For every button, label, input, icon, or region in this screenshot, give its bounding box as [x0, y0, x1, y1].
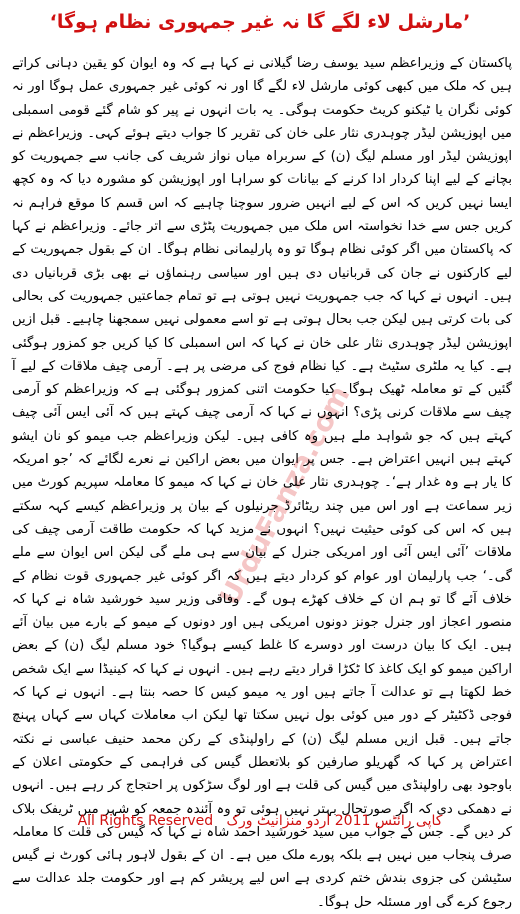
article-body: پاکستان کے وزیراعظم سید یوسف رضا گیلانی نے کہا ہے کہ وہ ایوان کو یقین دہانی کراتے ہیں کہ ملک میں کبھی کوئی مارشل لاء لگے گا اور نہ کوئی غیر جمہوری عمل ہوگا اور نہ کوئی نگران یا ٹیکنو کریٹ حکومت ہوگی۔ یہ بات انہوں نے پیر کو شام گئے قومی اسمبلی میں اپوزیشن لیڈر چوہدری نثار علی خان کی تقریر کا جواب دیتے ہوئے کہی۔ وزیراعظم نے اپوزیشن لیڈر اور مسلم لیگ (ن) کے سربراہ میاں نواز شریف کی جانب سے جمہوریت کو بچانے کے لیے اپنا کردار ادا کرنے کے بیانات کو سراہا اور اپوزیشن کو مشورہ دیا کہ وہ کچھ ایسا نہیں کریں کہ اس کے لیے انہیں ضرور سوچنا چاہیے کہ اس قسم کا موقع فراہم نہ کریں جس سے خدا نخواستہ اس ملک میں جمہوریت پٹڑی سے اتر جائے۔ وزیراعظم نے کہا کہ پاکستان میں اگر کوئی نظام ہوگا تو وہ پارلیمانی نظام ہوگا۔ ان کے بقول جمہوریت کے لیے کارکنوں نے جان کی قربانیاں دی ہیں اور سیاسی رہنماؤں نے بھی بڑی قربانیاں دی ہیں۔ انہوں نے کہا کہ جب جمہوریت نہیں ہوتی ہے تو تمام جماعتیں جمہوریت کی بحالی کی بات کرتی ہیں لیکن جب بحال ہوتی ہے تو اسے معمولی نہیں سمجھنا چاہیے۔ قبل ازیں اپوزیشن لیڈر چوہدری نثار علی خان نے کہا کہ اس اسمبلی کا کیا کریں جو کمزور ہوگئی ہے۔ کیا یہ ملٹری سٹیٹ ہے۔ کیا نظام فوج کی مرضی پر ہے۔ آرمی چیف ملاقات کے لیے آ گئیں کے تو معاملہ ٹھیک ہوگا۔ کیا حکومت اتنی کمزور ہوگئی ہے کہ وزیراعظم کو آرمی چیف سے ملاقات کرنی پڑی؟ انہوں نے کہا کہ آرمی چیف کہتے ہیں کہ آئی ایس آئی چیف کہتے ہیں کہ جو شواہد ملے ہیں وہ کافی ہیں۔ لیکن وزیراعظم جب میمو کو نان ایشو کہتے ہیں انہیں اعتراض ہے۔ جس پر ایوان میں بعض اراکین نے نعرے لگائے کہ ’جو امریکہ کا یار ہے وہ غدار ہے‘۔ چوہدری نثار علی خان نے کہا کہ میمو کا معاملہ سپریم کورٹ میں زیر سماعت ہے اور اس میں چند ریٹائرڈ جرنیلوں کے بیان پر وزیراعظم کیسے کہہ سکتے ہیں کہ اس کی کوئی حیثیت نہیں؟ انہوں نے مزید کہا کہ حکومت طاقت آرمی چیف کی ملاقات ’آئی ایس آئی اور امریکی جنرل کے بیان سے ہی ملے گی لیکن اس ایوان سے ملے گی۔‘ جب پارلیمان اور عوام کو کردار دیتے ہیں کہ اگر کوئی غیر جمہوری قوت نظام کے خلاف آئے گا تو ہم ان کے خلاف کھڑے ہوں گے۔ وفاقی وزیر سید خورشید شاہ نے کہا کہ منصور اعجاز اور جنرل جونز دونوں امریکی ہیں اور دونوں کے میمو کے بارے میں بیان آئے ہیں۔ ایک کا بیان درست اور دوسرے کا غلط کیسے ہوگیا؟ خود مسلم لیگ (ن) کے بعض اراکین میمو کو ایک کاغذ کا ٹکڑا قرار دیتے رہے ہیں۔ انہوں نے کہا کہ کینیڈا سے ایک شخص خط لکھتا ہے تو عدالت آ جاتے ہیں اور یہ میمو کیس کا حصہ بنتا ہے۔ انہوں نے کہا کہ فوجی ڈکٹیٹر کے دور میں کوئی بول نہیں سکتا تھا لیکن اب معاملات کہاں سے کہاں پہنچ جاتے ہیں۔ قبل ازیں مسلم لیگ (ن) کے راولپنڈی کے رکن محمد حنیف عباسی نے نکتہ اعتراض پر کہا کہ گھریلو صارفین کو بلاتعطل گیس کی فراہمی کے حکومتی اعلان کے باوجود بھی راولپنڈی میں گیس کی قلت ہے اور لوگ سڑکوں پر احتجاج کر رہے ہیں۔ انہوں نے دھمکی دی کہ اگر صورتحال بہتر نہیں ہوئی تو وہ آئندہ جمعہ کو شہر میں ٹریفک بلاک کر دیں گے۔ جس کے جواب میں سید خورشید احمد شاہ نے کہا کہ گیس کی قلت کا معاملہ صرف پنجاب میں نہیں ہے بلکہ پورے ملک میں ہے۔ ان کے بقول لاہور ہائی کورٹ نے گیس سٹیشن کی جزوی بندش ختم کردی ہے اس لیے پریشر کم ہے اور حکومت جلد عدالت سے رجوع کرے گی اور مسئلہ حل ہوگا۔ [12, 56, 512, 910]
copyright-footer [0, 808, 520, 834]
article-headline: ’مارشل لاء لگے گا نہ غیر جمہوری نظام ہوگا‘ [49, 11, 471, 33]
copyright-urdu-text: کاپی رائٹس 2011 اردو منزانیٹ ورک [226, 813, 443, 829]
rights-reserved-text: All Rights Reserved [77, 813, 214, 829]
watermark-text: UrduFanza.com [212, 380, 357, 611]
